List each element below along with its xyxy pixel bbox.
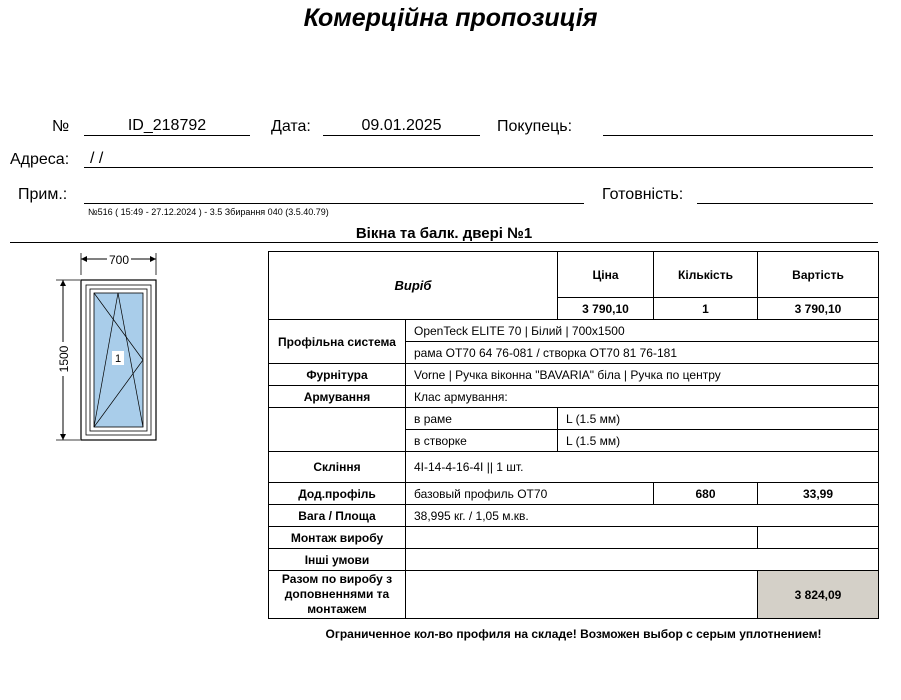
note-field [84, 185, 584, 204]
qty-header: Кількість [654, 252, 758, 298]
buyer-label: Покупець: [497, 118, 573, 135]
spec-table [268, 251, 879, 619]
number-label: № [52, 118, 70, 135]
price-header: Ціна [558, 252, 654, 298]
addprofile-value: базовый профиль OT70 [406, 483, 654, 505]
note-label: Прим.: [18, 186, 68, 203]
product-header: Виріб [269, 252, 558, 320]
price-value: 3 790,10 [558, 298, 654, 320]
reinforce-frame-value: L (1.5 мм) [558, 408, 879, 430]
glazing-label: Скління [269, 452, 406, 483]
addprofile-cost: 33,99 [758, 483, 879, 505]
profile-line2: рама OT70 64 76-081 / створка OT70 81 76-181 [406, 342, 879, 364]
reinforce-blank-cell [269, 408, 406, 452]
date-field: 09.01.2025 [323, 117, 480, 136]
width-dimension-label: 700 [108, 253, 130, 267]
address-field: / / [84, 150, 873, 168]
total-blank [406, 571, 758, 619]
profile-line1: OpenTeck ELITE 70 | Білий | 700x1500 [406, 320, 879, 342]
buyer-field [603, 117, 873, 136]
reinforce-sash-value: L (1.5 мм) [558, 430, 879, 452]
mount-label: Монтаж виробу [269, 527, 406, 549]
readiness-label: Готовність: [602, 186, 684, 203]
footer-note: Ограниченное кол-во профиля на складе! Возможен выбор с серым уплотнением! [325, 627, 822, 641]
qty-value: 1 [654, 298, 758, 320]
meta-line: №516 ( 15:49 - 27.12.2024 ) - 3.5 Збирання 040 (3.5.40.79) [88, 207, 329, 217]
reinforce-frame-label: в раме [406, 408, 558, 430]
reinforce-label: Армування [269, 386, 406, 408]
other-label: Інші умови [269, 549, 406, 571]
profile-label: Профільна система [269, 320, 406, 364]
section-title: Вікна та балк. двері №1 [355, 225, 533, 242]
date-label: Дата: [271, 118, 311, 135]
mount-cost [758, 527, 879, 549]
weight-value: 38,995 кг. / 1,05 м.кв. [406, 505, 879, 527]
reinforce-value: Клас армування: [406, 386, 879, 408]
addprofile-qty: 680 [654, 483, 758, 505]
mount-value [406, 527, 758, 549]
total-value: 3 824,09 [758, 571, 879, 619]
cost-value: 3 790,10 [758, 298, 879, 320]
height-dimension-label: 1500 [57, 345, 71, 373]
hardware-label: Фурнітура [269, 364, 406, 386]
hardware-value: Vorne | Ручка віконна "BAVARIA" біла | Ручка по центру [406, 364, 879, 386]
window-drawing [50, 250, 165, 445]
cost-header: Вартість [758, 252, 879, 298]
addprofile-label: Дод.профіль [269, 483, 406, 505]
other-value [406, 549, 879, 571]
readiness-field [697, 185, 873, 204]
total-label: Разом по виробу з доповненнями та монтажем [269, 571, 406, 619]
weight-label: Вага / Площа [269, 505, 406, 527]
section-divider [10, 242, 878, 243]
sash-number: 1 [114, 353, 122, 365]
glazing-value: 4I-14-4-16-4I || 1 шт. [406, 452, 879, 483]
number-field: ID_218792 [84, 117, 250, 136]
page-title: Комерційна пропозиція [303, 4, 598, 32]
address-label: Адреса: [10, 151, 70, 168]
reinforce-sash-label: в створке [406, 430, 558, 452]
